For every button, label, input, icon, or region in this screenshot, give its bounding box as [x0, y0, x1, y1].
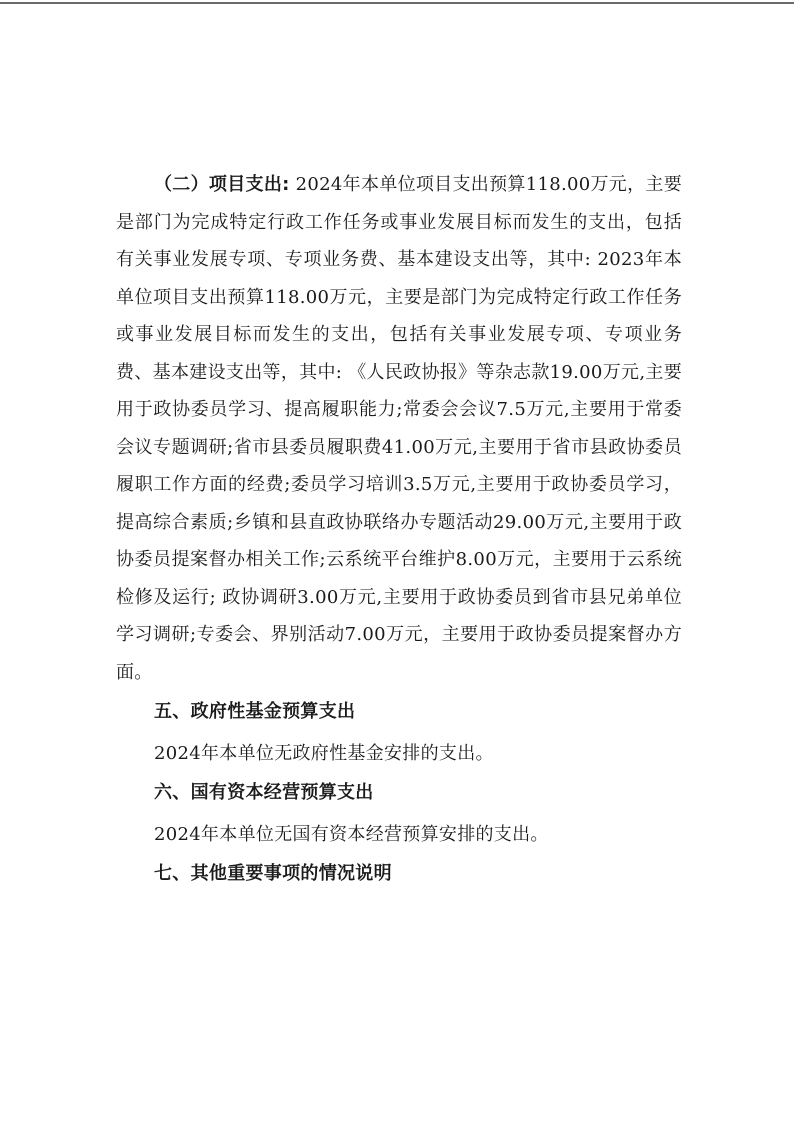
scan-top-edge — [0, 2, 794, 4]
section-six-heading: 六、国有资本经营预算支出 — [154, 782, 374, 803]
section-five-text: 2024年本单位无政府性基金安排的支出。 — [154, 742, 494, 764]
project-expenditure-lead: （二）项目支出: — [154, 174, 290, 195]
document-page — [116, 166, 682, 893]
project-expenditure-body: 2024年本单位项目支出预算118.00万元，主要是部门为完成特定行政工作任务或事业发展目标而发生的支出，包括有关事业发展专项、专项业务费、基本建设支出等，其中: 2023年本单位项目支出预算118.00万元，主要是部门为完成特定行政工作任务或事业发展目标而发生的支出，包括有关事业发展专项、专项业务费、基本建设支出等，其中: 《人民政协报》等杂志款19.00万元,主要用于政协委员学习、提高履职能力;常委会会议7.5万元,主要用于常委会议专题调研;省市县委员履职费41.00万元,主要用于省市县政协委员履职工作方面的经费;委员学习培训3.5万元,主要用于政协委员学习，提高综合素质;乡镇和县直政协联络办专题活动29.00万元,主要用于政协委员提案督办相关工作;云系统平台维护8.00万元，主要用于云系统检修及运行; 政协调研3.00万元,主要用于政协委员到省市县兄弟单位学习调研;专委会、界别活动7.00万元，主要用于政协委员提案督办方面。 — [116, 174, 682, 683]
section-six-text: 2024年本单位无国有资本经营预算安排的支出。 — [154, 823, 549, 845]
section-five-heading: 五、政府性基金预算支出 — [154, 701, 356, 722]
section-seven-heading: 七、其他重要事项的情况说明 — [154, 863, 392, 884]
project-expenditure-paragraph — [116, 166, 682, 691]
